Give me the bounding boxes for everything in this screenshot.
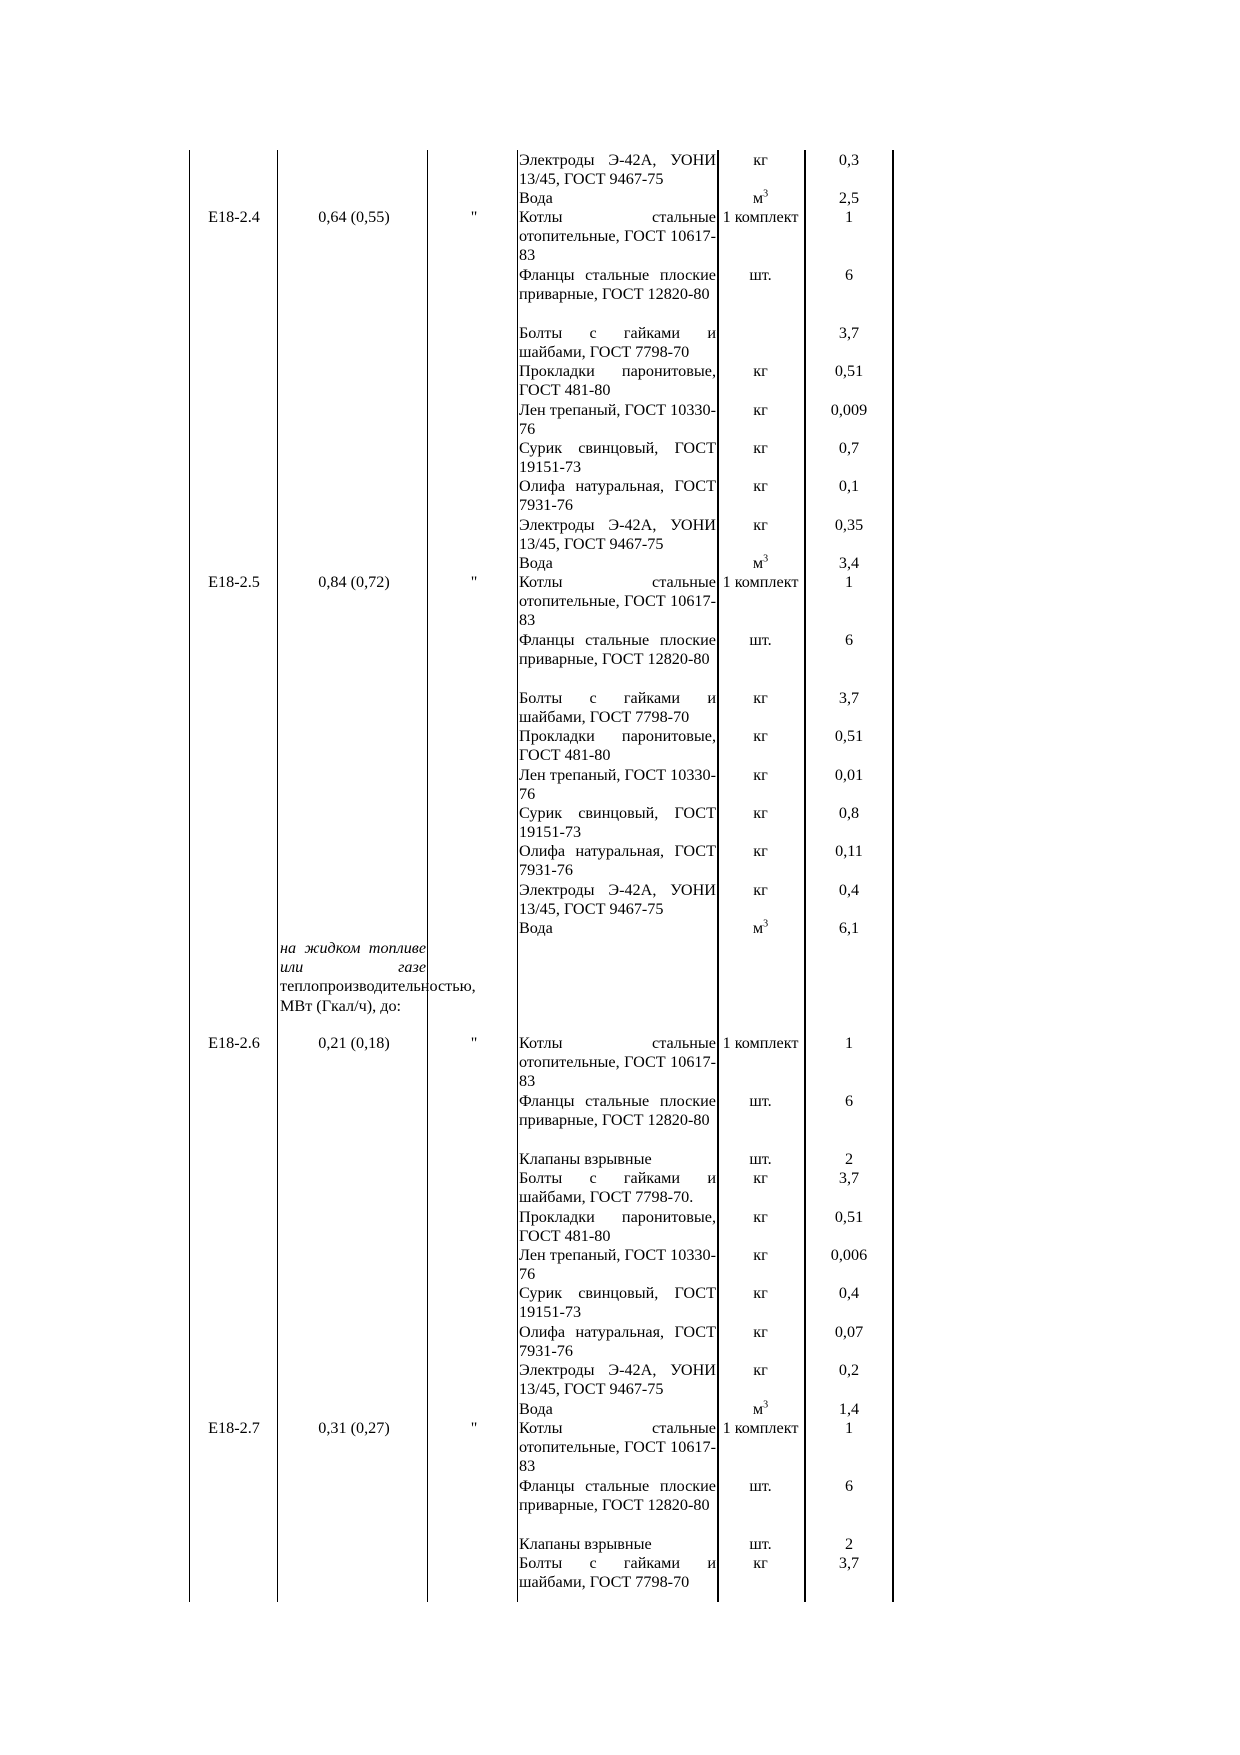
unit-superscript: 3 <box>763 1399 769 1411</box>
unit-superscript: 3 <box>763 553 769 565</box>
resource-quantity: 0,2 <box>838 1361 860 1379</box>
resource-unit <box>717 1246 804 1265</box>
resource-unit <box>717 439 804 458</box>
resource-name: Котлы стальные отопительные, ГОСТ 10617-83 <box>519 573 716 630</box>
unit-text: кг <box>753 362 768 380</box>
resource-quantity: 3,7 <box>838 1554 860 1572</box>
row-ditto-mark: " <box>470 573 478 591</box>
resource-quantity: 0,7 <box>838 439 860 457</box>
unit-text: м <box>752 554 764 572</box>
resource-name: Сурик свинцовый, ГОСТ 19151-73 <box>519 804 716 842</box>
unit-text: кг <box>753 439 768 457</box>
unit-superscript: 3 <box>763 918 769 930</box>
unit-text: 1 комплект <box>722 208 799 226</box>
resource-quantity: 1 <box>844 208 854 226</box>
unit-text: кг <box>753 689 768 707</box>
resource-name: Лен трепаный, ГОСТ 10330-76 <box>519 1246 716 1284</box>
row-capacity: 0,31 (0,27) <box>318 1419 390 1437</box>
unit-text: кг <box>753 727 768 745</box>
unit-text: кг <box>753 842 768 860</box>
resource-unit <box>717 1092 804 1111</box>
section-note-text: теплопроизводительностью, МВт (Гкал/ч), до: <box>280 977 476 1015</box>
column-divider-1 <box>277 150 278 1602</box>
resource-quantity: 0,1 <box>838 477 860 495</box>
unit-superscript: 3 <box>763 188 769 200</box>
resource-name: Сурик свинцовый, ГОСТ 19151-73 <box>519 439 716 477</box>
unit-text: шт. <box>749 631 772 649</box>
unit-text: 1 комплект <box>722 1419 799 1437</box>
resource-unit <box>717 401 804 420</box>
resource-unit <box>717 842 804 861</box>
resource-unit <box>717 881 804 900</box>
row-ditto-mark: " <box>470 1419 478 1437</box>
resource-unit <box>717 151 804 170</box>
resource-name: Фланцы стальные плоские приварные, ГОСТ 12820-80 <box>519 1477 716 1515</box>
resource-quantity: 3,4 <box>838 554 860 572</box>
resource-quantity: 6 <box>844 266 854 284</box>
unit-text: кг <box>753 1246 768 1264</box>
unit-text: кг <box>753 516 768 534</box>
resource-quantity: 0,4 <box>838 881 860 899</box>
table-border-right <box>892 150 894 1602</box>
resource-quantity: 0,4 <box>838 1284 860 1302</box>
resource-name: Сурик свинцовый, ГОСТ 19151-73 <box>519 1284 716 1322</box>
resource-quantity: 2 <box>844 1150 854 1168</box>
resource-quantity: 3,7 <box>838 689 860 707</box>
unit-text: кг <box>753 1208 768 1226</box>
resource-name: Вода <box>519 189 553 207</box>
resource-unit <box>717 804 804 823</box>
unit-text: шт. <box>749 1150 772 1168</box>
resource-quantity: 6,1 <box>838 919 860 937</box>
resource-quantity: 0,8 <box>838 804 860 822</box>
resource-unit <box>717 573 804 592</box>
resource-unit <box>717 1150 804 1169</box>
unit-text: м <box>752 189 764 207</box>
resource-unit <box>717 1323 804 1342</box>
resource-name: Вода <box>519 554 553 572</box>
row-code: Е18-2.6 <box>208 1034 260 1052</box>
resource-name: Клапаны взрывные <box>519 1150 652 1168</box>
resource-name: Олифа натуральная, ГОСТ 7931-76 <box>519 1323 716 1361</box>
unit-text: шт. <box>749 1535 772 1553</box>
resource-unit <box>717 554 804 573</box>
resource-quantity: 0,3 <box>838 151 860 169</box>
resource-name: Котлы стальные отопительные, ГОСТ 10617-83 <box>519 208 716 265</box>
resource-name: Вода <box>519 1400 553 1418</box>
resource-quantity: 1 <box>844 573 854 591</box>
resource-unit <box>717 919 804 938</box>
resource-quantity: 0,51 <box>834 362 864 380</box>
unit-text: 1 комплект <box>722 1034 799 1052</box>
column-divider-3 <box>517 150 518 1602</box>
resource-name: Электроды Э-42А, УОНИ 13/45, ГОСТ 9467-75 <box>519 1361 716 1399</box>
resource-quantity: 1 <box>844 1034 854 1052</box>
unit-text: кг <box>753 881 768 899</box>
resource-quantity: 0,35 <box>834 516 864 534</box>
resource-name: Прокладки паронитовые, ГОСТ 481-80 <box>519 362 716 400</box>
resource-unit <box>717 1169 804 1188</box>
unit-text: кг <box>753 401 768 419</box>
resource-unit <box>717 1535 804 1554</box>
resource-name: Котлы стальные отопительные, ГОСТ 10617-83 <box>519 1419 716 1476</box>
unit-text: шт. <box>749 1477 772 1495</box>
resource-name: Котлы стальные отопительные, ГОСТ 10617-83 <box>519 1034 716 1091</box>
resource-name: Прокладки паронитовые, ГОСТ 481-80 <box>519 727 716 765</box>
resource-name: Олифа натуральная, ГОСТ 7931-76 <box>519 477 716 515</box>
unit-text: кг <box>753 766 768 784</box>
section-note <box>280 939 476 1016</box>
resource-quantity: 0,51 <box>834 1208 864 1226</box>
resource-quantity: 2,5 <box>838 189 860 207</box>
unit-text: кг <box>753 1361 768 1379</box>
table-border-left <box>189 150 190 1602</box>
resource-name: Фланцы стальные плоские приварные, ГОСТ 12820-80 <box>519 1092 716 1130</box>
resource-unit <box>717 1208 804 1227</box>
resource-name: Лен трепаный, ГОСТ 10330-76 <box>519 401 716 439</box>
section-note-italic: на жидком топливе или газе <box>280 939 426 977</box>
unit-text: м <box>752 1400 764 1418</box>
resource-unit <box>717 1361 804 1380</box>
unit-text: шт. <box>749 1092 772 1110</box>
resource-unit <box>717 727 804 746</box>
resource-quantity: 6 <box>844 1092 854 1110</box>
resource-unit <box>717 1034 804 1053</box>
unit-text: м <box>752 919 764 937</box>
resource-unit <box>717 689 804 708</box>
column-divider-2 <box>427 150 428 1602</box>
row-code: Е18-2.4 <box>208 208 260 226</box>
row-ditto-mark: " <box>470 1034 478 1052</box>
resource-quantity: 2 <box>844 1535 854 1553</box>
resource-name: Олифа натуральная, ГОСТ 7931-76 <box>519 842 716 880</box>
unit-text: кг <box>753 804 768 822</box>
resource-quantity: 1,4 <box>838 1400 860 1418</box>
unit-text: шт. <box>749 266 772 284</box>
resource-name: Болты с гайками и шайбами, ГОСТ 7798-70. <box>519 1169 716 1207</box>
resource-unit <box>717 1419 804 1438</box>
row-capacity: 0,64 (0,55) <box>318 208 390 226</box>
resource-unit <box>717 266 804 285</box>
resource-unit <box>717 1284 804 1303</box>
resource-unit <box>717 477 804 496</box>
resource-name: Электроды Э-42А, УОНИ 13/45, ГОСТ 9467-75 <box>519 881 716 919</box>
resource-unit <box>717 1477 804 1496</box>
resource-quantity: 6 <box>844 1477 854 1495</box>
resource-name: Фланцы стальные плоские приварные, ГОСТ 12820-80 <box>519 631 716 669</box>
resource-name: Лен трепаный, ГОСТ 10330-76 <box>519 766 716 804</box>
resource-quantity: 0,009 <box>830 401 868 419</box>
row-capacity: 0,84 (0,72) <box>318 573 390 591</box>
resource-unit <box>717 631 804 650</box>
resource-name: Болты с гайками и шайбами, ГОСТ 7798-70 <box>519 324 716 362</box>
resource-unit <box>717 189 804 208</box>
resource-name: Болты с гайками и шайбами, ГОСТ 7798-70 <box>519 1554 716 1592</box>
resource-unit <box>717 362 804 381</box>
resource-quantity: 0,006 <box>830 1246 868 1264</box>
resource-unit <box>717 766 804 785</box>
unit-text: кг <box>753 1554 768 1572</box>
row-capacity: 0,21 (0,18) <box>318 1034 390 1052</box>
resource-unit <box>717 1400 804 1419</box>
resource-name: Клапаны взрывные <box>519 1535 652 1553</box>
resource-quantity: 0,11 <box>835 842 863 860</box>
unit-text: кг <box>753 1169 768 1187</box>
resource-unit <box>717 1554 804 1573</box>
resource-unit <box>717 208 804 227</box>
resource-quantity: 3,7 <box>838 324 860 342</box>
resource-unit <box>717 516 804 535</box>
resource-quantity: 0,51 <box>834 727 864 745</box>
resource-name: Электроды Э-42А, УОНИ 13/45, ГОСТ 9467-75 <box>519 516 716 554</box>
unit-text: 1 комплект <box>722 573 799 591</box>
resource-quantity: 1 <box>844 1419 854 1437</box>
resource-quantity: 6 <box>844 631 854 649</box>
row-code: Е18-2.7 <box>208 1419 260 1437</box>
unit-text: кг <box>753 477 768 495</box>
resource-quantity: 3,7 <box>838 1169 860 1187</box>
row-code: Е18-2.5 <box>208 573 260 591</box>
resource-name: Электроды Э-42А, УОНИ 13/45, ГОСТ 9467-75 <box>519 151 716 189</box>
unit-text: кг <box>753 1284 768 1302</box>
resource-name: Болты с гайками и шайбами, ГОСТ 7798-70 <box>519 689 716 727</box>
resource-quantity: 0,07 <box>834 1323 864 1341</box>
resource-quantity: 0,01 <box>834 766 864 784</box>
unit-text: кг <box>753 1323 768 1341</box>
unit-text: кг <box>753 151 768 169</box>
row-ditto-mark: " <box>470 208 478 226</box>
resource-name: Вода <box>519 919 553 937</box>
resource-name: Фланцы стальные плоские приварные, ГОСТ 12820-80 <box>519 266 716 304</box>
resource-name: Прокладки паронитовые, ГОСТ 481-80 <box>519 1208 716 1246</box>
